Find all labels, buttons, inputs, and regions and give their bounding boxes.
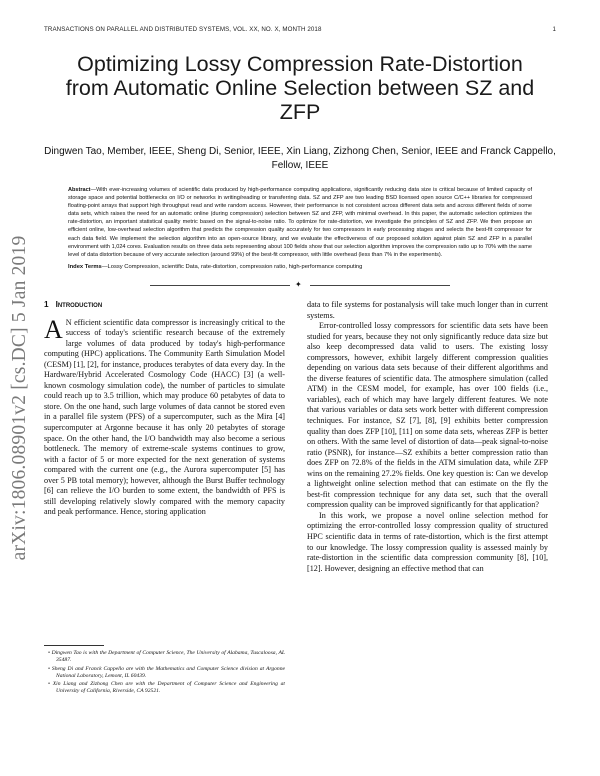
section-divider bbox=[150, 281, 450, 289]
divider-diamond-icon: ✦ bbox=[295, 280, 302, 289]
section-heading bbox=[44, 300, 285, 311]
footnote-item: • Sheng Di and Franck Cappello are with the Mathematics and Computer Science division at Argonne National Laboratory, Lemont, IL 60439. bbox=[48, 665, 286, 679]
footnote-item: • Dingwen Tao is with the Department of Computer Science, The University of Alabama, Tuscaloosa, AL 35487. bbox=[48, 650, 285, 664]
paragraph-continuation: data to file systems for postanalysis will take much longer than in current systems. bbox=[307, 300, 548, 320]
author-list: Dingwen Tao, Member, IEEE, Sheng Di, Senior, IEEE, Xin Liang, Zizhong Chen, Senior, IEEE and Franck Cappello, Fellow, IEEE bbox=[44, 146, 556, 171]
section-number: 1 bbox=[44, 300, 49, 309]
arxiv-stamp-text: arXiv:1806.08901v2 [cs.DC] 5 Jan 2019 bbox=[9, 235, 30, 561]
section-title: Introduction bbox=[55, 300, 103, 309]
arxiv-stamp bbox=[2, 235, 38, 561]
right-column bbox=[307, 300, 548, 574]
index-terms-label: Index Terms bbox=[68, 264, 102, 270]
dropcap: A bbox=[44, 314, 63, 344]
divider-line-right bbox=[310, 285, 450, 286]
abstract-text: —With ever-increasing volumes of scientific data produced by high-performance computing applications, significantly reducing data size is critical because of limited capacity of storage space and potential bottlenecks on I/O or networks in writing/reading or transferring data. SZ and ZFP are two leading BSD licensed open source C/C++ libraries for compressed floating-point arrays that support high throughput read and write random access. However, their performance is not consistent across different data sets and across different fields of some data sets, which raises the need for an automatic online (during compression) selection between SZ and ZFP, with minimal overhead. In this paper, the automatic selection optimizes the rate-distortion, an important statistical quality metric based on the signal-to-noise ratio. To optimize for rate-distortion, we investigate the principles of SZ and ZFP. We then propose an efficient online, low-overhead selection algorithm that predicts the compression quality accurately for two compressors in early processing stages and selects the best-fit compressor for each data field. We implement the selection algorithm into an open-source library, and we evaluate the effectiveness of our proposed solution against plain SZ and ZFP in a parallel environment with 1,024 cores. Evaluation results on three data sets representing about 100 fields show that our selection algorithm improves the compression ratio up to 70% with the same level of data distortion because of very accurate selection (around 99%) of the best-fit compressor, with little overhead (less than 7% in the experiments). bbox=[68, 187, 532, 258]
running-header bbox=[44, 26, 556, 33]
left-column bbox=[44, 300, 285, 518]
paragraph-lossy-compressors: Error-controlled lossy compressors for scientific data sets have been studied for years, because they not only significantly reduce data size but also keep decompressed data valid to users. The existing lossy compressors, however, exhibit largely different compression qualities depending on various data sets because of their different algorithms and the diverse features of scientific data. The atmosphere simulation (called ATM) in the CESM model, for example, has over 100 fields (i.e., variables), each of which may have largely different features. We note that various variables or data sets work better with different compression techniques. For instance, SZ [7], [8], [9] exhibits better compression quality than does ZFP [10], [11] on some data sets, whereas ZFP is better on others. With the same level of distortion of data—peak signal-to-noise ratio (PSNR), for instance—SZ exhibits a better compression ratio than does ZFP on 72.8% of the fields in the ATM simulation data, while ZFP wins on the remaining 27.2% fields. One key question is: Can we develop a lightweight online selection method that can estimate on the fly the best-fit compression technique for any data set, such that the overall compression quality can be improved significantly for that application? bbox=[307, 321, 548, 510]
paragraph-this-work: In this work, we propose a novel online selection method for optimizing the error-controlled lossy compression quality of structured HPC scientific data in terms of rate-distortion, which is the first attempt to our knowledge. The lossy compression quality is assessed mainly by rate-distortion in the scientific data compression community [8], [10], [12]. However, designing an effective method that can bbox=[307, 510, 548, 573]
index-terms-text: —Lossy Compression, scientific Data, rate-distortion, compression ratio, high-performance computing bbox=[101, 264, 363, 270]
footnote-item: • Xin Liang and Zizhong Chen are with the Department of Computer Science and Engineering at University of California, Riverside, CA 92521. bbox=[48, 681, 285, 695]
paper-title: Optimizing Lossy Compression Rate-Distortion from Automatic Online Selection between SZ and ZFP bbox=[65, 52, 535, 124]
index-terms bbox=[68, 264, 532, 270]
journal-line: TRANSACTIONS ON PARALLEL AND DISTRIBUTED SYSTEMS, VOL. XX, NO. X, MONTH 2018 bbox=[44, 26, 322, 33]
footnotes bbox=[44, 650, 285, 697]
divider-line-left bbox=[150, 285, 290, 286]
footnote-text: Sheng Di and Franck Cappello are with the Mathematics and Computer Science division at Argonne National Laboratory, Lemont, IL 60439. bbox=[51, 665, 286, 679]
page-number: 1 bbox=[552, 26, 556, 33]
intro-paragraph-1-text: N efficient scientific data compressor is increasingly critical to the success of today's scientific research because of the extremely large volumes of data produced by today's high-performance computing (HPC) applications. The Community Earth Simulation Model (CESM) [1], [2], for instance, produces terabytes of data every day. In the Hardware/Hybrid Accelerated Cosmology Code (HACC) [3] (a well-known cosmology simulation code), the number of particles to simulate could reach up to 3.5 trillion, which may produce 60 petabytes of data to store. On the one hand, such large volumes of data cannot be stored even in a parallel file system (PFS) of a supercomputer, such as the Mira [4] supercomputer at Argonne because it has only 20 petabytes of storage space. On the other hand, the I/O bandwidth may also become a serious bottleneck. The memory of extreme-scale systems continues to grow, with a factor of 5 or more expected for the next generation of systems compared with the current one (e.g., the Aurora supercomputer [5] has over 5 PB total memory); however, although the Burst Buffer technology [6] can relieve the I/O burden to some extent, the bandwidth of PFS is still developing relatively slowly compared with the memory capacity and peak performance. Hence, storing application bbox=[44, 317, 285, 517]
footnote-text: Xin Liang and Zizhong Chen are with the Department of Computer Science and Engineering at University of California, Riverside, CA 92521. bbox=[52, 681, 285, 695]
footnote-text: Dingwen Tao is with the Department of Computer Science, The University of Alabama, Tuscaloosa, AL 35487. bbox=[51, 650, 285, 664]
footnote-rule bbox=[44, 645, 104, 646]
abstract-label: Abstract bbox=[68, 187, 91, 193]
abstract bbox=[68, 186, 532, 259]
intro-paragraph-1 bbox=[44, 314, 285, 518]
